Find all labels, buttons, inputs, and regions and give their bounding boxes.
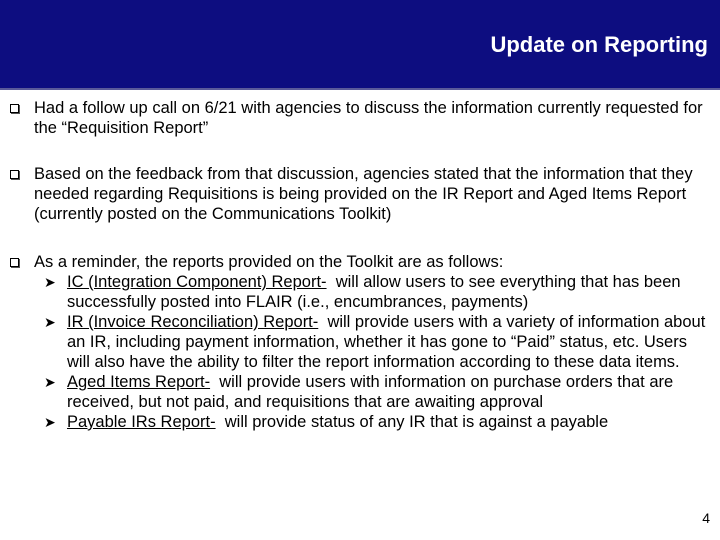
report-description: will provide status of any IR that is against a payable [224,413,609,431]
bullet-item [10,164,710,224]
slide-title: Update on Reporting [490,32,708,57]
bullet-item [10,252,710,432]
bullet-item [10,98,710,138]
square-bullet-icon [10,258,19,267]
arrow-bullet-icon: ➤ [44,314,56,330]
report-name: Payable IRs Report- [67,413,216,431]
bullet-text: As a reminder, the reports provided on the Toolkit are as follows: [34,253,504,271]
square-bullet-icon [10,170,19,179]
bullet-text: Had a follow up call on 6/21 with agencies to discuss the information currently requested for the “Requisition Report” [34,99,703,137]
report-description: will provide users with information on purchase orders that are received, but not paid, and requisitions that are awaiting approval [67,373,674,411]
square-bullet-icon [10,104,19,113]
banner-divider [0,88,720,90]
sub-item [10,412,710,432]
sub-item [10,372,710,412]
sub-item [10,272,710,312]
report-name: IC (Integration Component) Report- [67,273,327,291]
report-description: will provide users with a variety of information about an IR, including payment information, whether it has gone to “Paid” status, etc. Users will also have the ability to filter the report information according to these data items. [67,313,706,371]
arrow-bullet-icon: ➤ [44,374,56,390]
arrow-bullet-icon: ➤ [44,274,56,290]
report-name: IR (Invoice Reconciliation) Report- [67,313,319,331]
arrow-bullet-icon: ➤ [44,414,56,430]
sub-item [10,312,710,372]
report-name: Aged Items Report- [67,373,211,391]
report-description: will allow users to see everything that has been successfully posted into FLAIR (i.e., encumbrances, payments) [67,273,681,311]
page-number: 4 [702,510,710,526]
bullet-text: Based on the feedback from that discussion, agencies stated that the information that they needed regarding Requisitions is being provided on the IR Report and Aged Items Report (currently posted on the Communications Toolkit) [34,165,693,223]
